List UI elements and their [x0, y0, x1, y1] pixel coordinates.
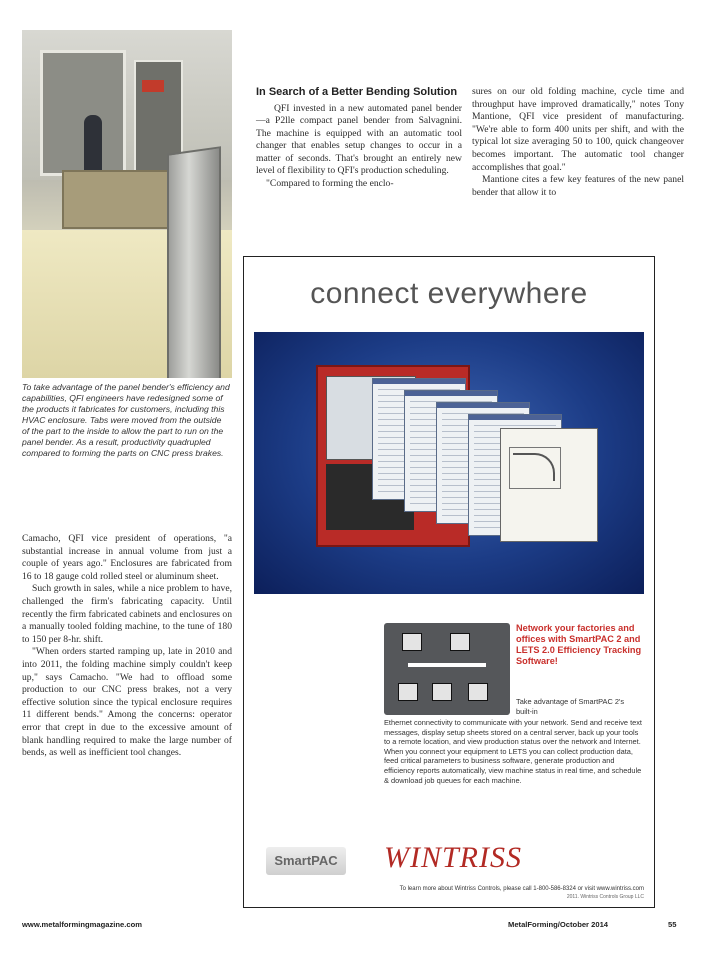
ad-intro: Take advantage of SmartPAC 2's built-in	[516, 697, 625, 716]
ad-headline: Network your factories and offices with SmartPAC 2 and LETS 2.0 Efficiency Tracking Software!	[516, 623, 642, 666]
paragraph: Mantione cites a few key features of the new panel bender that allow it to	[472, 174, 684, 198]
article-column-right	[472, 86, 684, 199]
photo-workbench	[62, 170, 171, 229]
section-heading: In Search of a Better Bending Solution	[256, 86, 458, 98]
ad-hero-image	[254, 332, 644, 594]
footer-website: www.metalformingmagazine.com	[22, 920, 142, 929]
ad-title: connect everywhere	[310, 277, 588, 310]
ad-copyright: 2011. Wintriss Controls Group LLC	[566, 894, 644, 900]
wintriss-logo: WINTRISS	[384, 841, 522, 874]
photo-hvac-enclosure	[167, 146, 221, 378]
ad-body: Ethernet connectivity to communicate with your network. Send and receive text messages, display setup sheets stored on a central server, back up your tools to a remote location, and view production status over the network and Internet. When you connect your equipment to LETS you can collect production data, feed critical parameters to business software, generate production and efficiency reports automatically, view machine status in real time, and schedule & download job queues for each machine.	[384, 718, 642, 785]
ad-header	[244, 257, 654, 331]
photo-operator	[84, 115, 102, 175]
article-column-left	[22, 533, 232, 760]
paragraph: Camacho, QFI vice president of operations, "a substantial increase in annual volume from just a couple of years ago." Enclosures are fabricated from 16 to 18 gauge cold rolled steel or aluminum sheet.	[22, 533, 232, 582]
device-icon	[468, 683, 488, 701]
footer-magazine-issue: MetalForming/October 2014	[508, 920, 609, 929]
paragraph: QFI invested in a new automated panel bender—a P2lle compact panel bender from Salvagnini. The machine is equipped with an automatic tool changer that enables setup changes to occur in a matter of seconds. That's brought an entirely new level of flexibility to QFI's production scheduling.	[256, 102, 462, 177]
paragraph: "When orders started ramping up, late in 2010 and into 2011, the folding machine simply couldn't keep up," says Camacho. "We had to offload some production to our CNC press brakes, not a very effective solution since the typical enclosure requires 11 different bends." Among the concerns: operator error that crept in due to the excessive amount of blank handling required to make the large number of bends, as well as inefficient tool changes.	[22, 646, 232, 759]
printer-icon	[398, 683, 418, 701]
monitor-icon	[450, 633, 470, 651]
ad-contact-line: To learn more about Wintriss Controls, please call 1-800-586-8324 or visit www.wintriss.com	[399, 886, 644, 892]
software-chart-window	[500, 428, 598, 542]
photo-caption: To take advantage of the panel bender's efficiency and capabilities, QFI engineers have redesigned some of the products it fabricates for customers, including this HVAC enclosure. Tabs were moved from the outside of the part to the inside to allow the part to run on the panel bender. As a result, productivity quadrupled compared to forming the parts on CNC press brakes.	[22, 382, 230, 458]
photo-machine-door	[40, 50, 126, 176]
paragraph: sures on our old folding machine, cycle time and throughput have improved dramatically," notes Tony Mantione, QFI vice president of manufacturing. "We're able to form 400 units per shift, and with the typical lot size averaging 50 to 100, quick changeover becomes important. The automatic tool changer accomplishes that goal."	[472, 86, 684, 173]
computer-icon	[402, 633, 422, 651]
enclosure-photo	[22, 30, 232, 378]
paragraph: "Compared to forming the enclo-	[266, 178, 394, 190]
photo-red-sign	[142, 80, 164, 92]
network-line	[408, 663, 486, 667]
smartpac-logo: SmartPAC	[266, 847, 346, 875]
laptop-icon	[432, 683, 452, 701]
article-column-middle	[256, 86, 462, 191]
wintriss-advertisement	[243, 256, 655, 908]
network-diagram	[384, 623, 510, 715]
page-number: 55	[668, 920, 677, 929]
paragraph: Such growth in sales, while a nice problem to have, challenged the firm's fabricating capacity. Until recently the firm fabricated cabinets and enclosures on a manually tooled folding machine, to the tune of 180 to 150 per 8-hr. shift.	[22, 583, 232, 645]
